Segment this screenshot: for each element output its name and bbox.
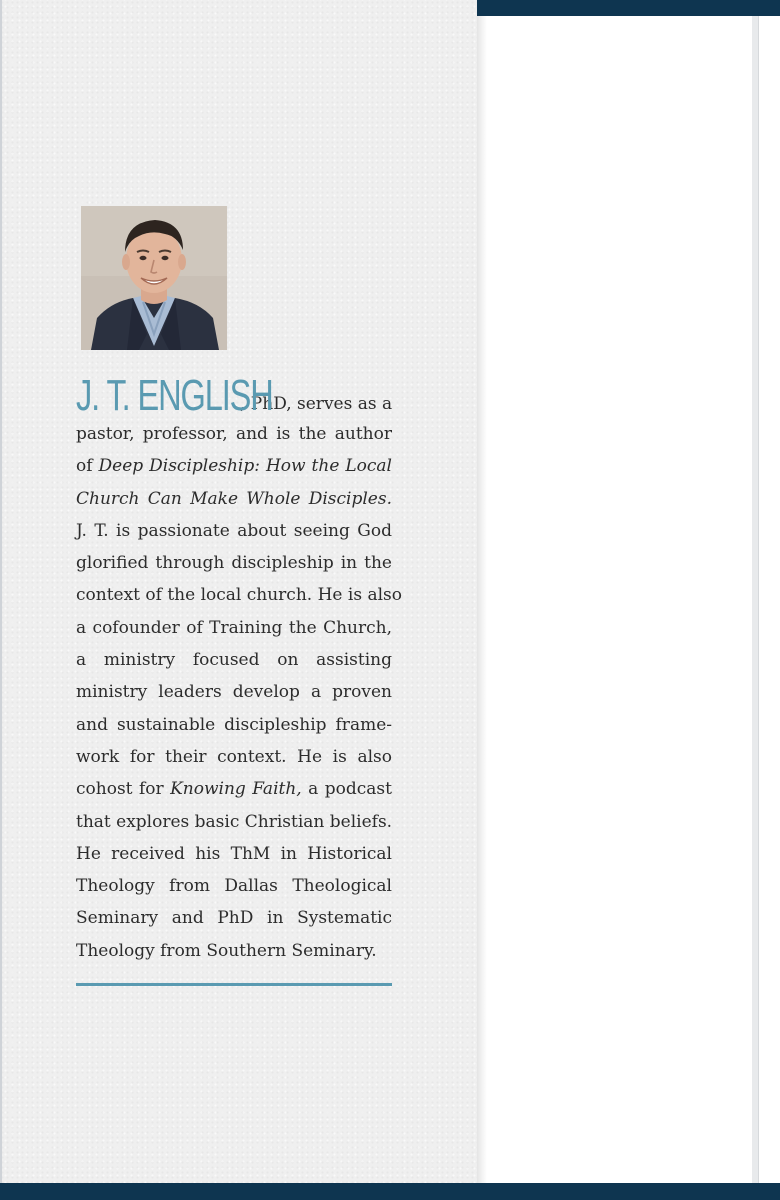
bio-line: Theology from Dallas Theological	[76, 876, 392, 897]
accent-rule	[76, 983, 392, 986]
flap-edge	[0, 0, 2, 1200]
bio-line: and sustainable discipleship frame-	[76, 714, 392, 735]
bio-line-text: a podcast	[301, 779, 392, 800]
bio-lines	[76, 418, 402, 967]
inner-page	[758, 16, 780, 1183]
bio-first-line-rest: , PhD, serves as a	[240, 394, 393, 414]
bio-line: work for their context. He is also	[76, 746, 392, 767]
bio-line: a ministry focused on assisting	[76, 650, 392, 671]
bio-line: a cofounder of Training the Church,	[76, 617, 392, 638]
author-portrait-illustration	[81, 206, 227, 350]
bio-line: glorified through discipleship in the	[76, 553, 392, 574]
author-name: J. T. ENGLISH	[76, 371, 273, 420]
bio-line: context of the local church. He is also	[76, 585, 402, 606]
bottom-cover-band	[0, 1183, 780, 1200]
page-shadow	[477, 16, 487, 1183]
bio-line: J. T. is passionate about seeing God	[76, 520, 392, 541]
bio-line: ministry leaders develop a proven	[76, 682, 392, 703]
bio-line-text: cohost for	[76, 779, 171, 800]
bio-first-line	[76, 370, 392, 418]
bio-line-italic-text: Deep Discipleship: How the Local	[98, 456, 392, 477]
bio-line: that explores basic Christian beliefs.	[76, 811, 393, 832]
bio-line	[76, 773, 392, 805]
book-page	[477, 16, 752, 1183]
bio-line: He received his ThM in Historical	[76, 843, 392, 864]
bio-line	[76, 450, 392, 482]
top-cover-band	[477, 0, 780, 16]
bio-line: Seminary and PhD in Systematic	[76, 908, 392, 929]
bio-line: Theology from Southern Seminary.	[76, 940, 377, 961]
bio-line	[76, 483, 392, 515]
bio-line-text: of	[76, 456, 99, 477]
author-bio	[76, 370, 402, 967]
author-photo	[81, 206, 227, 350]
bio-line-italic-text: Church Can Make Whole Disciples.	[76, 488, 392, 509]
bio-line-italic-text: Knowing Faith,	[170, 779, 302, 800]
bio-line: pastor, professor, and is the author	[76, 424, 392, 444]
